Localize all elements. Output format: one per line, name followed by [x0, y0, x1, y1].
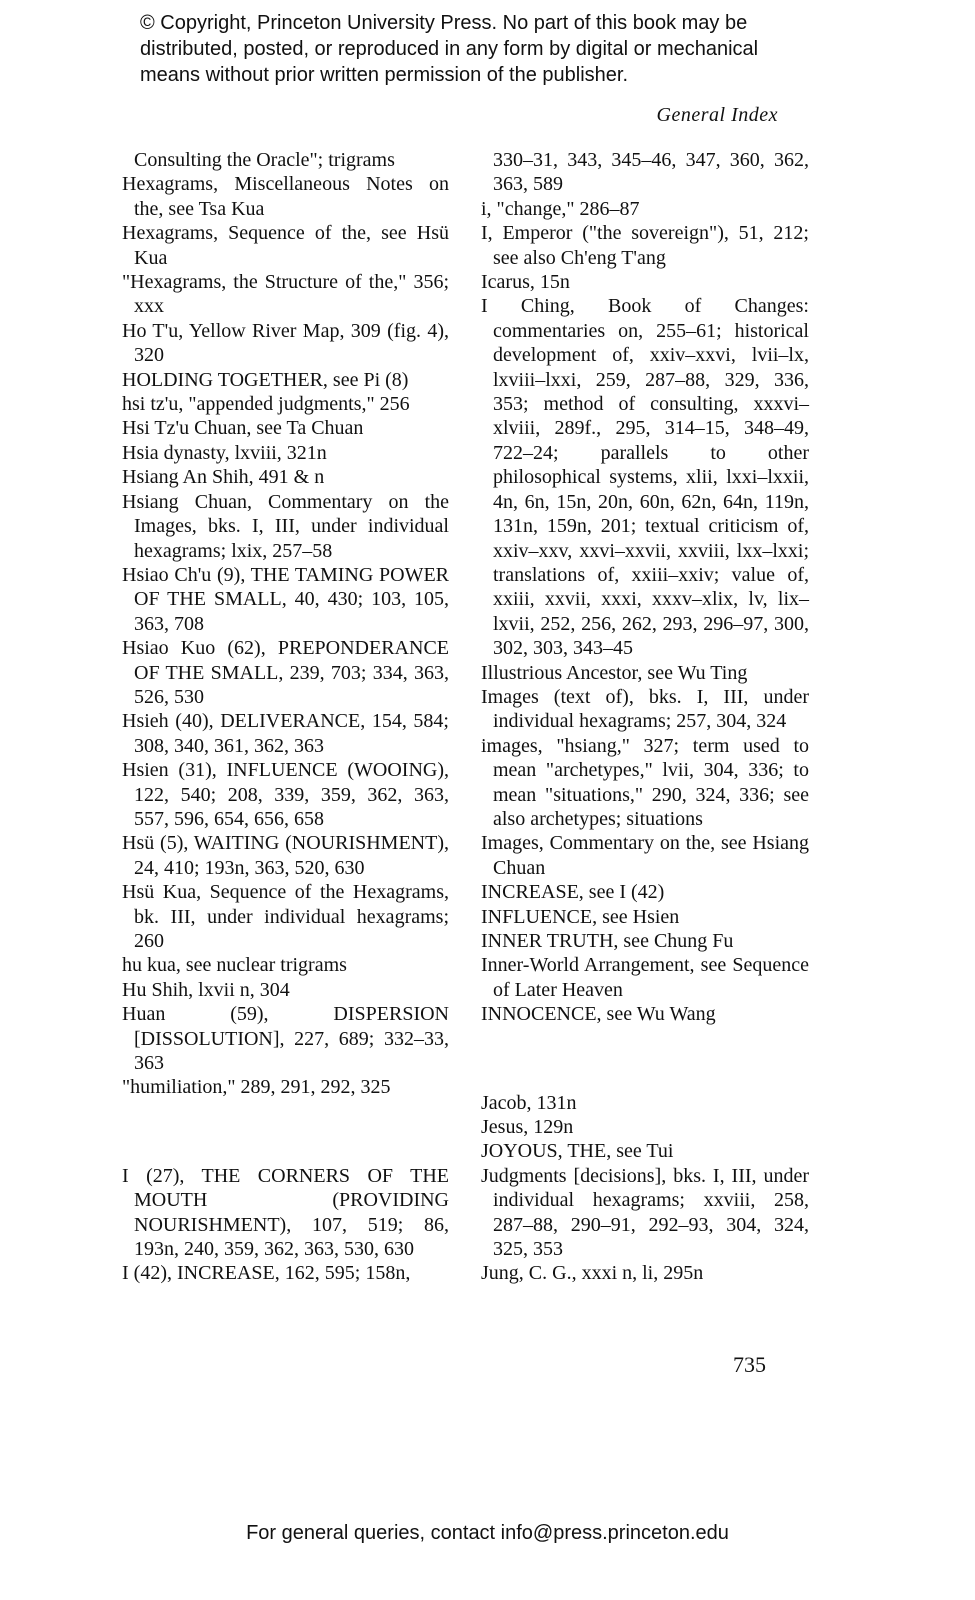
- index-entry: Hexagrams, Miscellaneous Notes on the, see Tsa Kua: [122, 173, 449, 220]
- letter-gap: [481, 1047, 809, 1071]
- index-entry: hsi tz'u, "appended judgments," 256: [122, 393, 410, 416]
- index-entry: Huan (59), DISPERSION [DISSOLUTION], 227, 689; 332–33, 363: [122, 1003, 449, 1075]
- index-entry: Jesus, 129n: [481, 1116, 574, 1139]
- index-entry: INCREASE, see I (42): [481, 881, 665, 904]
- index-entry: Consulting the Oracle"; trigrams: [134, 149, 395, 171]
- index-entry: INNER TRUTH, see Chung Fu: [481, 930, 734, 952]
- index-entry: Hsü Kua, Sequence of the Hexagrams, bk. III, under individual hexagrams; 260: [122, 881, 449, 952]
- index-entry: 330–31, 343, 345–46, 347, 360, 362, 363, 589: [493, 149, 809, 196]
- index-entry: Hsü (5), WAITING (NOURISHMENT), 24, 410; 193n, 363, 520, 630: [122, 832, 449, 879]
- index-entry: Hu Shih, lxvii n, 304: [122, 978, 290, 1001]
- copyright-line: means without prior written permission of the publisher.: [140, 64, 629, 86]
- page-number: 735: [733, 1352, 766, 1377]
- index-entry: I (27), THE CORNERS OF THE MOUTH (PROVIDING NOURISHMENT), 107, 519; 86, 193n, 240, 359, 362, 363, 530, 630: [122, 1164, 449, 1261]
- copyright-line: distributed, posted, or reproduced in any form by digital or mechanical: [140, 38, 759, 60]
- index-entry: Hsiang An Shih, 491 & n: [122, 466, 325, 489]
- index-entry: HOLDING TOGETHER, see Pi (8): [122, 368, 409, 391]
- index-entry: I (42), INCREASE, 162, 595; 158n,: [122, 1262, 411, 1285]
- index-entry: Images, Commentary on the, see Hsiang Chuan: [481, 832, 809, 879]
- copyright-notice: [140, 10, 840, 88]
- index-entry: Hsien (31), INFLUENCE (WOOING), 122, 540; 208, 339, 359, 362, 363, 557, 596, 654, 656, 658: [122, 759, 449, 830]
- index-entry: Illustrious Ancestor, see Wu Ting: [481, 661, 748, 684]
- index-entry: "humiliation," 289, 291, 292, 325: [122, 1076, 391, 1099]
- index-entry: Hexagrams, Sequence of the, see Hsü Kua: [122, 222, 449, 269]
- index-entry: Jung, C. G., xxxi n, li, 295n: [481, 1262, 704, 1285]
- index-entry: Hsiao Ch'u (9), THE TAMING POWER OF THE SMALL, 40, 430; 103, 105, 363, 708: [122, 563, 449, 635]
- index-column-left: [122, 148, 449, 1286]
- index-entry: I Ching, Book of Changes: commentaries on, 255–61; historical development of, xxiv–xxvi, lvii–lx, lxviii–lxxi, 259, 287–88, 329, 336, 353; method of consulting, xxxvi–xlviii, 289f., 295, 314–15, 348–49, 722–24; parallels to other philosophical systems, xlii, lxxi–lxxii, 4n, 6n, 15n, 20n, 60n, 62n, 64n, 119n, 131n, 159n, 201; textual criticism of, xxiv–xxv, xxvi–xxvii, xxviii, lxx–lxxi; translations of, xxiii–xxiv; value of, xxiii, xxvii, xxxi, xxxv–xlix, lv, lix–lxvii, 252, 256, 262, 293, 296–97, 300, 302, 303, 343–45: [481, 295, 809, 660]
- copyright-line: © Copyright, Princeton University Press. No part of this book may be: [140, 12, 748, 34]
- index-entry: JOYOUS, THE, see Tui: [481, 1140, 674, 1163]
- index-entry: Hsi Tz'u Chuan, see Ta Chuan: [122, 417, 364, 440]
- index-entry: Jacob, 131n: [481, 1091, 577, 1114]
- index-entry: Hsieh (40), DELIVERANCE, 154, 584; 308, 340, 361, 362, 363: [122, 710, 449, 757]
- index-entry: Ho T'u, Yellow River Map, 309 (fig. 4), 320: [122, 319, 449, 367]
- footer-contact: For general queries, contact info@press.princeton.edu: [246, 1522, 729, 1544]
- index-entry: Hsia dynasty, lxviii, 321n: [122, 441, 327, 464]
- index-entry: Hsiang Chuan, Commentary on the Images, bks. I, III, under individual hexagrams; lxix, 257–58: [122, 490, 449, 562]
- index-entry: "Hexagrams, the Structure of the," 356; xxx: [122, 271, 449, 318]
- index-entry: images, "hsiang," 327; term used to mean "archetypes," lvii, 304, 336; to mean "situations," 290, 324, 336; see also archetypes; situations: [481, 734, 809, 830]
- letter-gap: [122, 1120, 449, 1144]
- running-head: General Index: [656, 104, 778, 126]
- index-entry: Hsiao Kuo (62), PREPONDERANCE OF THE SMALL, 239, 703; 334, 363, 526, 530: [122, 637, 449, 708]
- index-entry: INFLUENCE, see Hsien: [481, 905, 680, 928]
- index-entry: I, Emperor ("the sovereign"), 51, 212; see also Ch'eng T'ang: [481, 222, 809, 269]
- index-column-right: [481, 148, 809, 1286]
- index-entry: i, "change," 286–87: [481, 197, 640, 220]
- index-entry: Images (text of), bks. I, III, under individual hexagrams; 257, 304, 324: [481, 685, 809, 733]
- index-entry: Icarus, 15n: [481, 271, 570, 294]
- index-entry: hu kua, see nuclear trigrams: [122, 954, 347, 977]
- index-entry: INNOCENCE, see Wu Wang: [481, 1003, 716, 1026]
- index-entry: Inner-World Arrangement, see Sequence of Later Heaven: [481, 954, 809, 1001]
- index-entry: Judgments [decisions], bks. I, III, under individual hexagrams; xxviii, 258, 287–88, 290–91, 292–93, 304, 324, 325, 353: [481, 1164, 809, 1261]
